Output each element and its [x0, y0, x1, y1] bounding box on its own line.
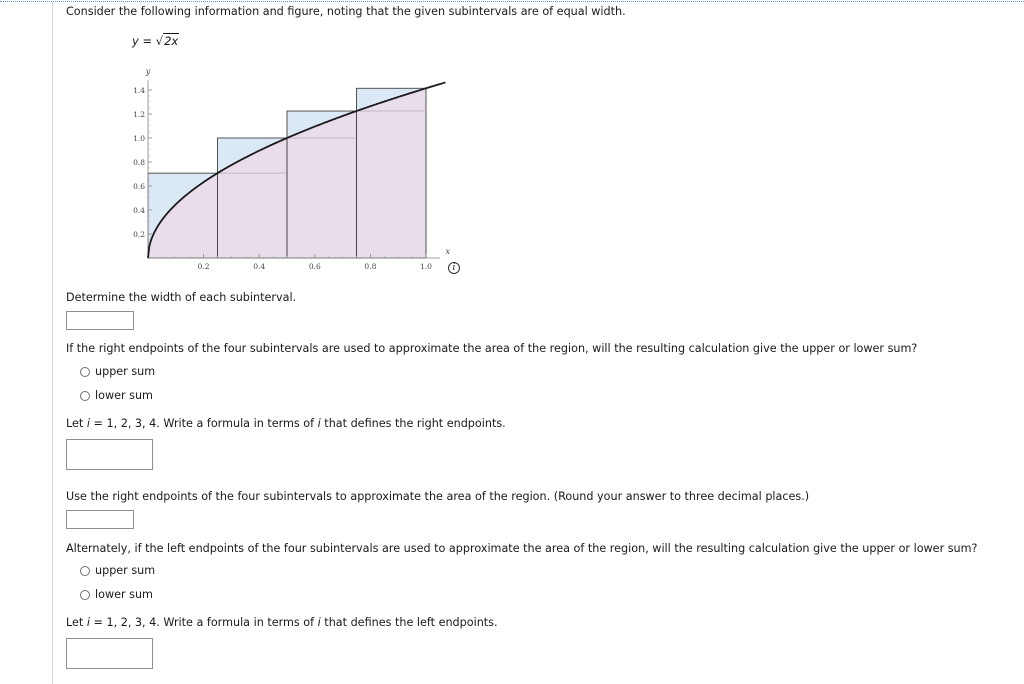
top-dotted-rule: [0, 1, 1024, 2]
q3-text: [66, 417, 506, 431]
q2-upper-label: upper sum: [95, 365, 156, 378]
q5-upper-label: upper sum: [95, 564, 156, 577]
q6-post: that defines the left endpoints.: [320, 616, 498, 629]
x-tick-label: 0.2: [197, 262, 210, 271]
x-tick-label: 0.4: [253, 262, 266, 271]
q6-text: [66, 616, 498, 630]
q5-option-upper[interactable]: [80, 564, 155, 578]
q6-mid: = 1, 2, 3, 4. Write a formula in terms of: [89, 616, 318, 629]
q5-lower-radio[interactable]: [80, 590, 90, 600]
q5-text: Alternately, if the left endpoints of the four subintervals are used to approximate the area of the region, will the resulting calculation give the upper or lower sum?: [66, 542, 978, 555]
y-tick-label: 0.8: [133, 158, 145, 167]
q5-lower-label: lower sum: [95, 588, 153, 601]
y-axis-label: y: [145, 67, 151, 76]
q6-var-i: i: [86, 616, 90, 629]
right-endpoint-formula-input[interactable]: [66, 439, 153, 470]
q2-lower-label: lower sum: [95, 389, 153, 402]
function-label: [132, 34, 179, 48]
left-margin-rule: [52, 2, 53, 684]
q5-option-lower[interactable]: [80, 588, 153, 602]
riemann-sum-chart: [120, 60, 455, 275]
q6-pre: Let: [66, 616, 87, 629]
q2-lower-radio[interactable]: [80, 391, 90, 401]
x-tick-label: 1.0: [420, 262, 432, 271]
q4-text: Use the right endpoints of the four subintervals to approximate the area of the region. (Round your answer to three decimal places.): [66, 490, 810, 503]
radical-sign: √: [155, 34, 164, 48]
y-tick-label: 0.2: [133, 230, 145, 239]
q3-pre: Let: [66, 417, 87, 430]
function-radicand: 2x: [164, 34, 179, 48]
y-tick-label: 1.0: [133, 134, 145, 143]
q3-var-i2: i: [317, 417, 321, 430]
q1-text: Determine the width of each subinterval.: [66, 291, 297, 304]
left-endpoint-formula-input[interactable]: [66, 638, 153, 669]
q2-text: If the right endpoints of the four subintervals are used to approximate the area of the region, will the resulting calculation give the upper or lower sum?: [66, 342, 918, 355]
function-lhs: y: [132, 34, 139, 48]
x-tick-label: 0.6: [308, 262, 321, 271]
q5-upper-radio[interactable]: [80, 566, 90, 576]
q3-post: that defines the right endpoints.: [320, 417, 506, 430]
info-icon[interactable]: i: [448, 262, 460, 274]
q2-option-lower[interactable]: [80, 389, 153, 403]
intro-text: Consider the following information and figure, noting that the given subintervals are of equal width.: [66, 5, 626, 18]
x-tick-label: 0.8: [364, 262, 377, 271]
width-answer-input[interactable]: [66, 311, 134, 330]
y-tick-label: 1.2: [133, 110, 145, 119]
y-tick-label: 1.4: [133, 86, 145, 95]
y-tick-label: 0.4: [133, 206, 145, 215]
function-equals: =: [142, 34, 153, 48]
q3-mid: = 1, 2, 3, 4. Write a formula in terms of: [89, 417, 318, 430]
q3-var-i: i: [86, 417, 90, 430]
q2-option-upper[interactable]: [80, 365, 155, 379]
q2-upper-radio[interactable]: [80, 367, 90, 377]
q6-var-i2: i: [317, 616, 321, 629]
x-axis-label: x: [445, 247, 450, 256]
area-answer-input[interactable]: [66, 510, 134, 529]
y-tick-label: 0.6: [133, 182, 145, 191]
